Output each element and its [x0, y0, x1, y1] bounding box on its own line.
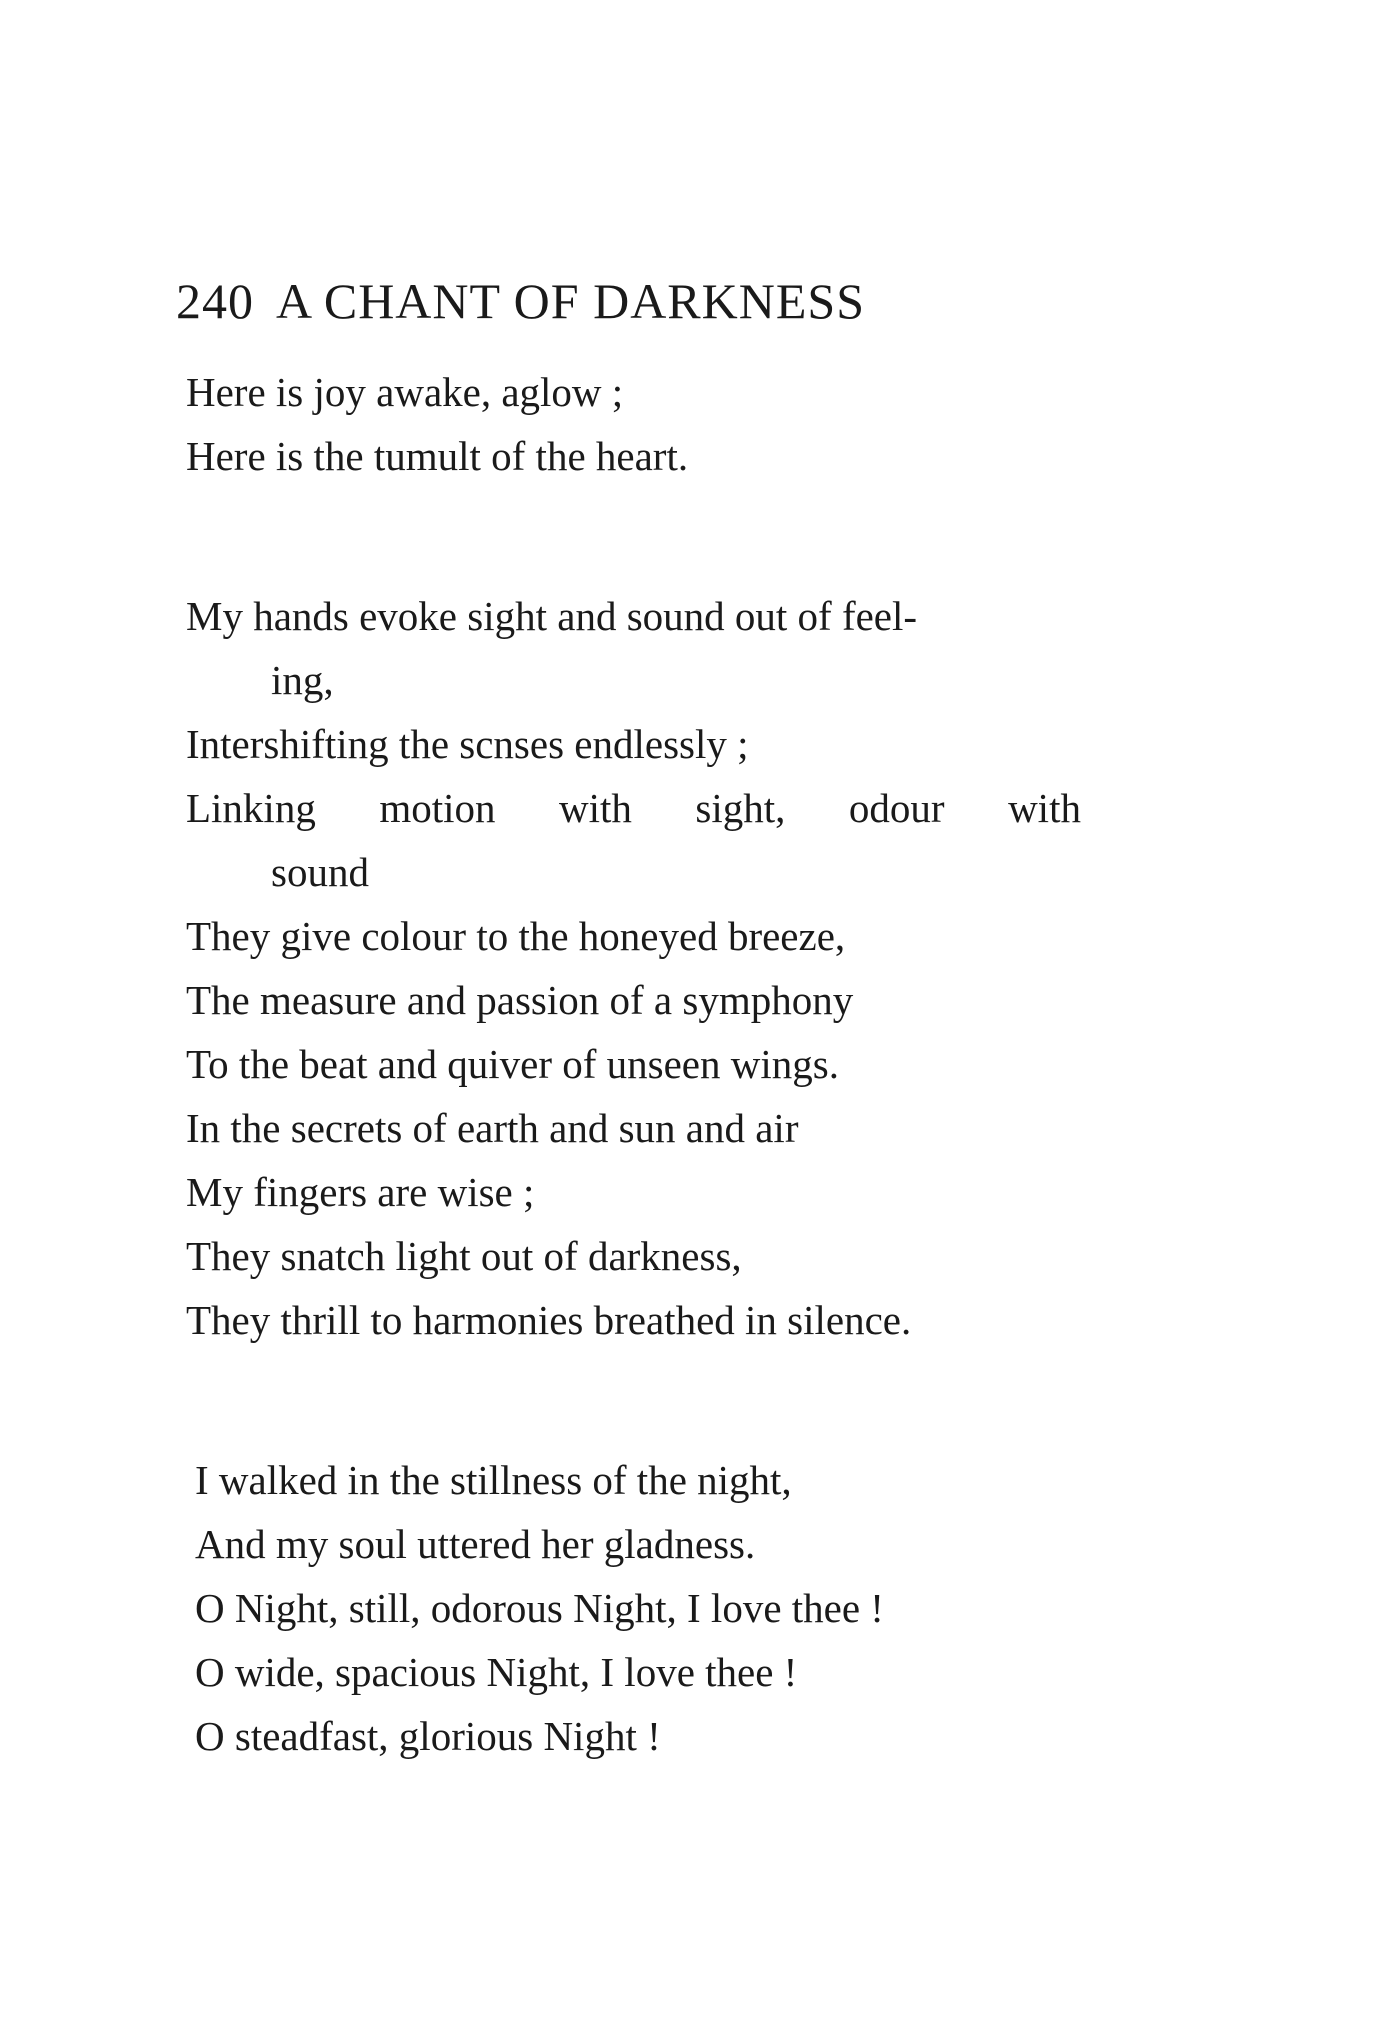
poem-line: I walked in the stillness of the night, — [195, 1457, 792, 1503]
running-title: A CHANT OF DARKNESS — [276, 273, 866, 329]
word: motion — [379, 785, 496, 831]
poem-line: O steadfast, glorious Night ! — [195, 1713, 661, 1759]
poem-line: To the beat and quiver of unseen wings. — [186, 1041, 839, 1087]
poem-line: They thrill to harmonies breathed in silence. — [186, 1297, 912, 1343]
poem-line: And my soul uttered her gladness. — [195, 1521, 756, 1567]
poem-line: They give colour to the honeyed breeze, — [186, 913, 846, 959]
running-header — [176, 272, 865, 330]
poem-line-justified — [186, 785, 1081, 831]
word: with — [559, 785, 632, 831]
poem-line: My fingers are wise ; — [186, 1169, 535, 1215]
poem-line-continuation: ing, — [271, 657, 334, 703]
poem-line: O wide, spacious Night, I love thee ! — [195, 1649, 798, 1695]
word: with — [1008, 785, 1081, 831]
poem-line: In the secrets of earth and sun and air — [186, 1105, 799, 1151]
poem-line: Here is joy awake, aglow ; — [186, 369, 624, 415]
poem-line: The measure and passion of a symphony — [186, 977, 854, 1023]
word: sight, — [695, 785, 786, 831]
poem-line-continuation: sound — [271, 849, 369, 895]
poem-line: My hands evoke sight and sound out of feel- — [186, 593, 918, 639]
poem-line: Intershifting the scnses endlessly ; — [186, 721, 749, 767]
poem-line: Here is the tumult of the heart. — [186, 433, 689, 479]
page-number: 240 — [176, 273, 254, 329]
word: odour — [848, 785, 945, 831]
poem-line: O Night, still, odorous Night, I love thee ! — [195, 1585, 884, 1631]
word: Linking — [186, 785, 316, 831]
poem-line: They snatch light out of darkness, — [186, 1233, 742, 1279]
